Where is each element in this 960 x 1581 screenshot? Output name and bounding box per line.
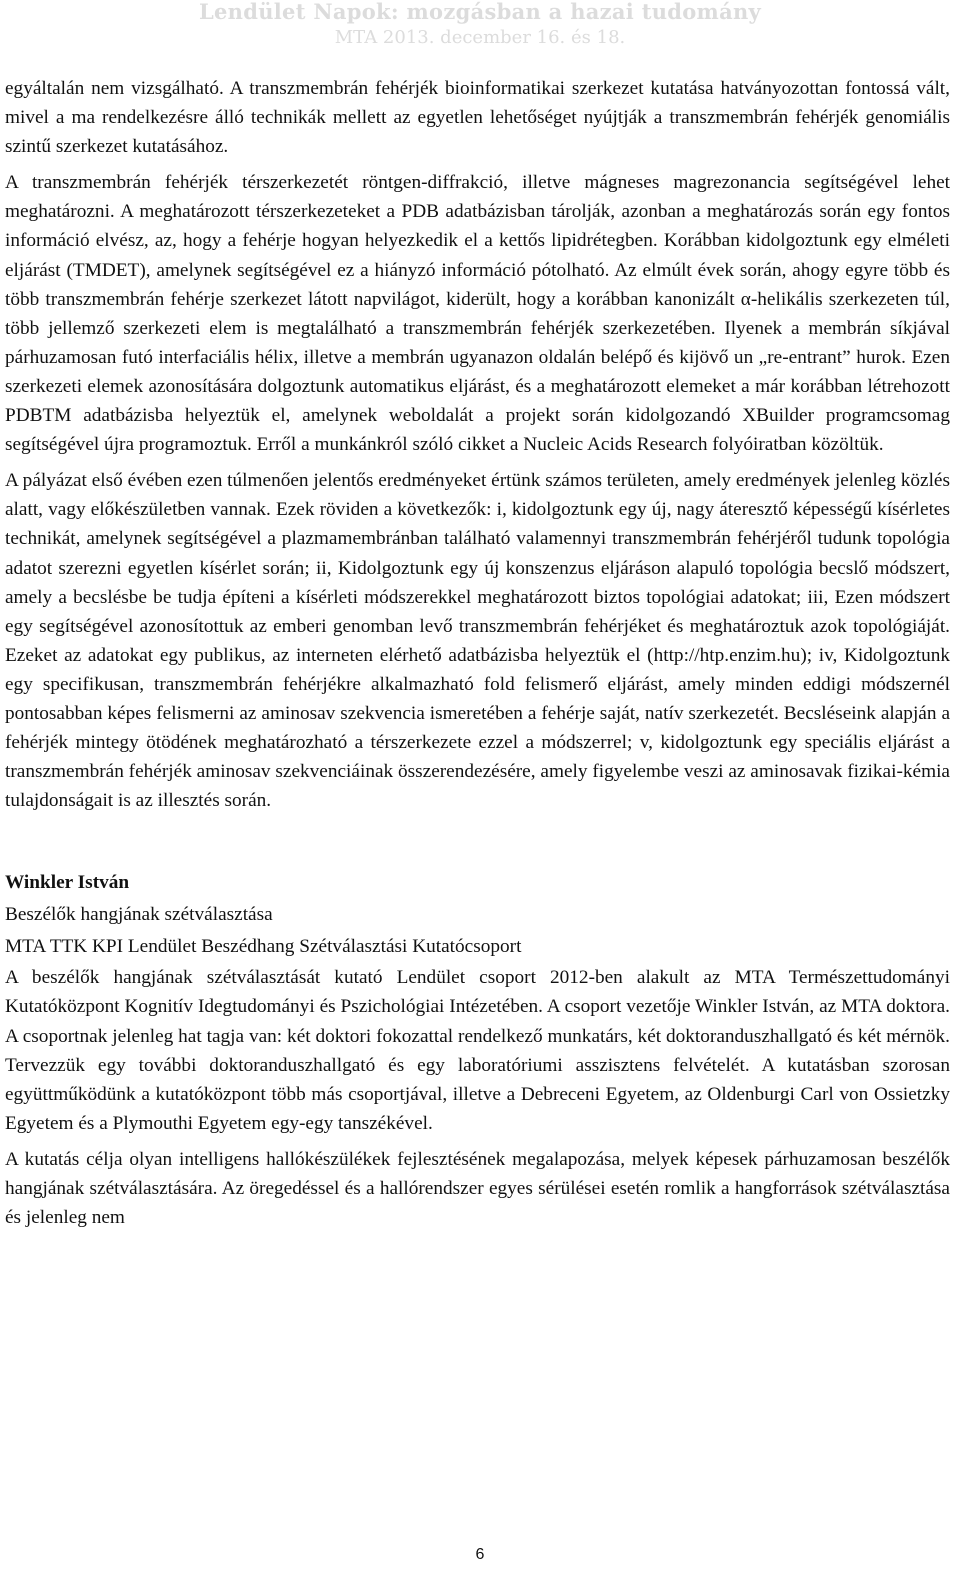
header-title: Lendület Napok: mozgásban a hazai tudomány	[198, 0, 762, 24]
author-name: Winkler István	[5, 872, 130, 894]
talk-title: Beszélők hangjának szétválasztása	[5, 904, 273, 926]
header-subtitle: MTA 2013. december 16. és 18.	[334, 27, 626, 48]
paragraph: A pályázat első évében ezen túlmenően jelentős eredményeket értünk számos területen, amely eredmények jelenleg közlés alatt, vagy előkészületben vannak. Ezek röviden a következők: i, kidolgoztunk egy új, nagy áteresztő képességű kísérletes technikát, amelynek segítségével a plazmamembránban található valamennyi transzmembrán fehérjéről tudunk topológia adatot szerezni egyetlen kísérlet során; ii, Kidolgoztunk egy új konszenzus eljáráson alapuló topológia becslő módszert, amely a becslésbe be tudja építeni a kísérleti módszerekkel meghatározott biztos topológiai adatokat; iii, Ezen módszert egy segítségével azonosítottuk az emberi genomban levő transzmembrán fehérjéket és meghatároztuk azok topológiáját. Ezeket az adatokat egy publikus, az interneten elérhető adatbázisba helyeztük el (http://htp.enzim.hu); iv, Kidolgoztunk egy specifikusan, transzmembrán fehérjékre alkalmazható fold felismerő eljárást, amely minden eddigi módszernél pontosabban képes felismerni az aminosav szekvencia ismeretében a fehérje saját, natív szerkezetét. Becsléseink alapján a fehérjék mintegy ötödének meghatározható a térszerkezete ezzel a módszerrel; v, kidolgoztunk egy speciális eljárást a transzmembrán fehérjék aminosav szekvenciáinak összerendezésére, amely figyelembe veszi az aminosavak fizikai-kémia tulajdonságait is az illesztés során.	[5, 470, 950, 812]
document-body	[5, 74, 950, 1239]
paragraph: A kutatás célja olyan intelligens hallókészülékek fejlesztésének megalapozása, melyek képesek párhuzamosan beszélők hangjának szétválasztására. Az öregedéssel és a hallórendszer egyes sérülései esetén romlik a hangforrások szétválasztása és jelenleg nem	[5, 1148, 950, 1229]
paragraph: A beszélők hangjának szétválasztását kutató Lendület csoport 2012-ben alakult az MTA Természettudományi Kutatóközpont Kognitív Idegtudományi és Pszichológiai Intézetében. A csoport vezetője Winkler István, az MTA doktora. A csoportnak jelenleg hat tagja van: két doktori fokozattal rendelkező munkatárs, két doktoranduszhallgató és két mérnök. Tervezzük egy további doktoranduszhallgató és egy laboratóriumi asszisztens felvételét. A kutatásban szorosan együttműködünk a kutatóközpont több más csoportjával, illetve a Debreceni Egyetem, az Oldenburgi Carl von Ossietzky Egyetem és a Plymouthi Egyetem egy-egy tanszékével.	[5, 967, 950, 1134]
paragraph: A transzmembrán fehérjék térszerkezetét röntgen-diffrakció, illetve mágneses magrezonancia segítségével lehet meghatározni. A meghatározott térszerkezeteket a PDB adatbázisban tárolják, azonban a meghatározás során egy fontos információ elvész, az, hogy a fehérje hogyan helyezkedik el a kettős lipidrétegben. Korábban kidolgoztunk egy elméleti eljárást (TMDET), amelynek segítségével ez a hiányzó információ pótolható. Az elmúlt évek során, ahogy egyre több és több transzmembrán fehérje szerkezet látott napvilágot, kiderült, hogy a korábban kanonizált α-helikális szerkezeten túl, több jellemző szerkezeti elem is megtalálható a transzmembrán fehérjék szerkezetében. Ilyenek a membrán síkjával párhuzamosan futó interfaciális hélix, illetve a membrán ugyanazon oldalán belépő és kijövő un „re-entrant” hurok. Ezen szerkezeti elemek azonosítására dolgoztunk automatikus eljárást, és a meghatározott elemeket a már korábban létrehozott PDBTM adatbázisba helyeztük el, amelynek weboldalát a projekt során kidolgozandó XBuilder programcsomag segítségével újra programoztuk. Erről a munkánkról szóló cikket a Nucleic Acids Research folyóiratban közöltük.	[5, 172, 950, 456]
paragraph: egyáltalán nem vizsgálható. A transzmembrán fehérjék bioinformatikai szerkezet kutatása hatványozottan fontossá vált, mivel a ma rendelkezésre álló technikák mellett az egyetlen lehetőséget nyújtják a transzmembrán fehérjék genomiális szintű szerkezet kutatásához.	[5, 78, 950, 158]
affiliation: MTA TTK KPI Lendület Beszédhang Szétválasztási Kutatócsoport	[5, 936, 522, 958]
page-number: 6	[475, 1546, 485, 1563]
page-header	[0, 0, 960, 49]
section-spacer	[5, 822, 950, 867]
